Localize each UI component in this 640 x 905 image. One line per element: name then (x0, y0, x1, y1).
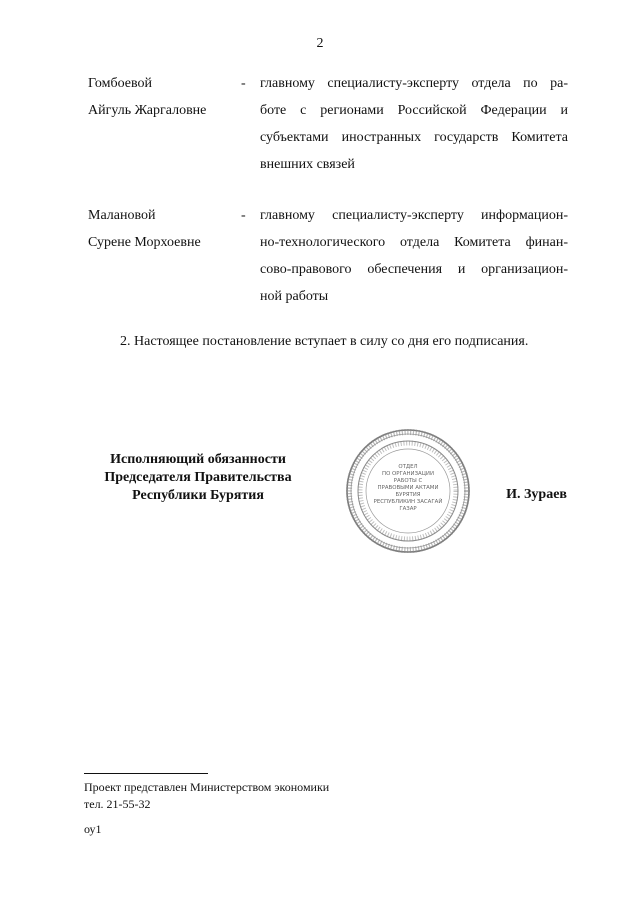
clause-effective-date: 2. Настоящее постановление вступает в силу со дня его подписания. (120, 334, 529, 349)
position-line: ной работы (260, 289, 329, 304)
signatory-title-line: Исполняющий обязанности (110, 452, 286, 467)
seal-line: ГАЗАР (399, 506, 417, 512)
footnote-divider (84, 773, 208, 774)
seal-line: РАБОТЫ С (393, 478, 423, 484)
seal-line: ПО ОРГАНИЗАЦИИ (382, 471, 434, 477)
page-number: 2 (316, 36, 324, 51)
position-line: сово-правового обеспечения и организацион- (260, 262, 568, 277)
seal-line: БУРЯТИЯ (395, 492, 421, 498)
seal-line: ОТДЕЛ (398, 464, 418, 470)
footnote-line: Проект представлен Министерством экономики (84, 780, 330, 794)
position-line: субъектами иностранных государств Комитета (260, 130, 568, 145)
signatory-title (78, 451, 318, 505)
seal-line: РЕСПУБЛИКИН ЗАСАГАЙ (373, 499, 443, 505)
appointee-name (88, 70, 238, 124)
seal-icon (344, 427, 472, 555)
footnote-line: тел. 21-55-32 (84, 797, 151, 811)
appointee-position (260, 202, 568, 310)
appointee-name (88, 202, 238, 256)
position-line: внешних связей (260, 157, 355, 172)
signatory-title-line: Республики Бурятия (132, 488, 264, 503)
appointee-given-name: Сурене Морхоевне (88, 235, 201, 250)
signer-name: И. Зураев (506, 487, 567, 502)
entry-dash: - (241, 76, 246, 91)
position-line: но-технологического отдела Комитета финан- (260, 235, 568, 250)
entry-dash: - (241, 208, 246, 223)
official-seal (344, 427, 472, 555)
footnote (84, 779, 329, 813)
signatory-title-line: Председателя Правительства (104, 470, 292, 485)
document-code: оу1 (84, 822, 102, 836)
appointee-surname: Малановой (88, 208, 156, 223)
position-line: главному специалисту-эксперту отдела по ра- (260, 76, 568, 91)
position-line: боте с регионами Российской Федерации и (260, 103, 568, 118)
appointee-position (260, 70, 568, 178)
position-line: главному специалисту-эксперту информацион- (260, 208, 568, 223)
appointee-given-name: Айгуль Жаргаловне (88, 103, 207, 118)
seal-line: ПРАВОВЫМИ АКТАМИ (377, 485, 439, 491)
appointee-surname: Гомбоевой (88, 76, 152, 91)
